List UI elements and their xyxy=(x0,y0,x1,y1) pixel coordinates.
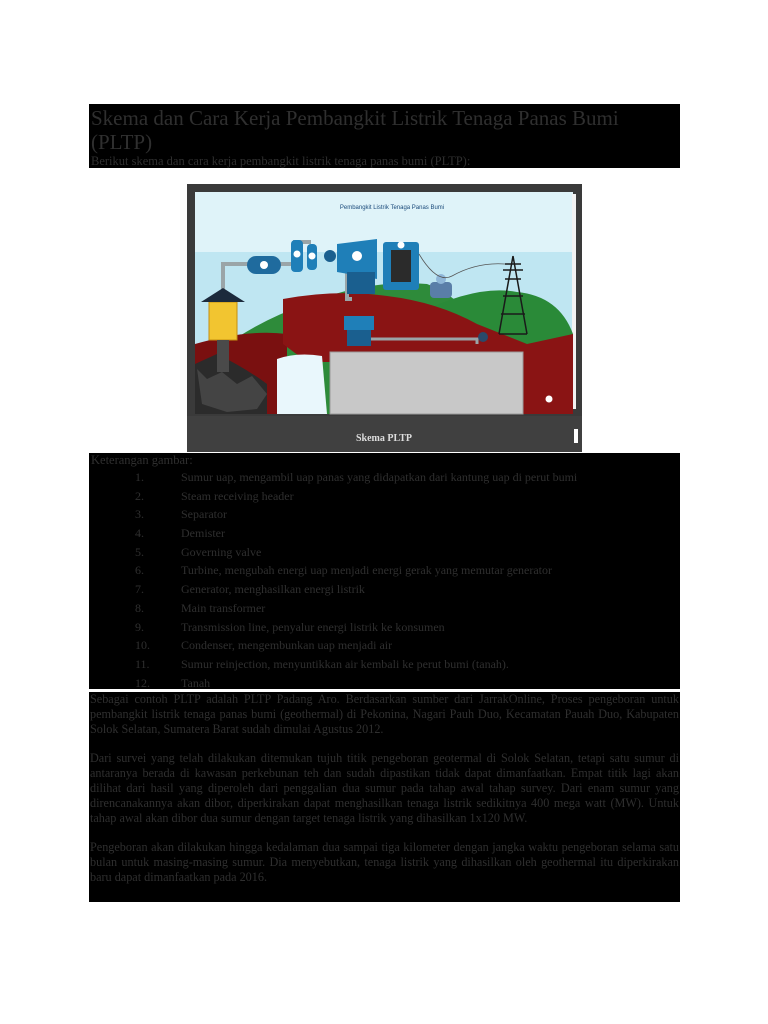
paragraph: Sebagai contoh PLTP adalah PLTP Padang Aro. Berdasarkan sumber dari JarrakOnline, Proses pengeboran untuk pembangkit listrik tenaga panas bumi (geothermal) di Pekonina, Nagari Pauh Duo, Kecamatan Pauah Duo, Kabupaten Solok Selatan, Sumatera Barat sudah dimulai Agustus 2012. xyxy=(90,692,679,737)
list-item xyxy=(89,580,680,599)
list-item xyxy=(89,599,680,618)
list-item xyxy=(89,674,680,693)
list-item xyxy=(89,524,680,543)
title-block xyxy=(89,104,680,168)
pltp-scheme-figure xyxy=(187,184,582,452)
list-item xyxy=(89,468,680,487)
body-text-block xyxy=(89,692,680,902)
legend-block xyxy=(89,453,680,689)
item-number: 7. xyxy=(135,582,144,597)
condenser-basin xyxy=(330,352,523,414)
water xyxy=(277,355,327,414)
marker-3 xyxy=(294,251,301,258)
steam-well xyxy=(209,302,237,340)
governing-valve xyxy=(324,250,336,262)
item-number: 10. xyxy=(135,638,150,653)
main-transformer xyxy=(430,282,452,298)
item-number: 6. xyxy=(135,563,144,578)
marker-12 xyxy=(546,396,553,403)
reinjection-pump xyxy=(478,332,488,342)
item-number: 1. xyxy=(135,470,144,484)
item-text: Sumur reinjection, menyuntikkan air kembali ke perut bumi (tanah). xyxy=(181,656,509,671)
diagram-title: Pembangkit Listrik Tenaga Panas Bumi xyxy=(339,205,445,211)
list-item xyxy=(89,505,680,524)
item-text: Steam receiving header xyxy=(181,488,294,503)
marker-7 xyxy=(398,242,405,249)
item-text: Turbine, mengubah energi uap menjadi energi gerak yang memutar generator xyxy=(181,563,552,578)
item-number: 4. xyxy=(135,526,144,541)
paragraph: Pengeboran akan dilakukan hingga kedalaman dua sampai tiga kilometer dengan jangka waktu pengeboran selama satu bulan untuk masing-masing sumur. Dia menyebutkan, tenaga listrik yang dihasilkan oleh geothermal itu diperkirakan baru dapat dimanfaatkan pada 2016. xyxy=(90,839,679,885)
figure-caption: Skema PLTP xyxy=(355,433,413,444)
item-number: 2. xyxy=(135,488,144,503)
condenser-base xyxy=(347,330,371,346)
item-number: 3. xyxy=(135,507,144,522)
item-text: Main transformer xyxy=(181,600,266,615)
item-number: 8. xyxy=(135,600,144,615)
condenser xyxy=(344,316,374,330)
list-item xyxy=(89,636,680,655)
caption-scroll-marker xyxy=(574,429,578,443)
item-text: Tanah xyxy=(181,675,211,690)
item-number: 9. xyxy=(135,619,144,634)
list-item xyxy=(89,487,680,506)
page-title: Skema dan Cara Kerja Pembangkit Listrik Tenaga Panas Bumi (PLTP) xyxy=(91,106,619,154)
item-number: 5. xyxy=(135,544,144,559)
item-text: Generator, menghasilkan energi listrik xyxy=(181,582,365,597)
item-text: Separator xyxy=(181,507,227,522)
list-item xyxy=(89,655,680,674)
list-item xyxy=(89,561,680,580)
paragraph: Dari survei yang telah dilakukan ditemukan tujuh titik pengeboran geotermal di Solok Selatan, tetapi satu sumur di antaranya berada di kawasan perkebunan teh dan sudah dipastikan tidak dapat dimanfaatkan. Empat titik lagi akan dilihat dari hasil yang diperoleh dari penggalian dua sumur pada tahap awal tahap survey. Dari enam sumur yang direncanakannya akan dibor, diperkirakan dapat menghasilkan tenaga listrik sedikitnya 400 mega watt (MW). Untuk tahap awal akan dibor dua sumur dengan target tenaga listrik yang dihasilkan 1x120 MW. xyxy=(90,750,679,826)
pltp-scheme-diagram xyxy=(187,184,582,452)
marker-4 xyxy=(309,253,316,260)
item-text: Governing valve xyxy=(181,544,262,559)
turbine-base xyxy=(347,272,375,294)
intro-text: Berikut skema dan cara kerja pembangkit listrik tenaga panas bumi (PLTP): xyxy=(91,154,471,168)
generator-core xyxy=(391,250,411,282)
item-text: Demister xyxy=(181,526,225,541)
item-number: 12. xyxy=(135,675,150,690)
marker-6 xyxy=(352,251,362,261)
list-item xyxy=(89,543,680,562)
legend-list xyxy=(89,468,680,692)
well-shaft xyxy=(217,340,229,372)
item-text: Sumur uap, mengambil uap panas yang didapatkan dari kantung uap di perut bumi xyxy=(181,470,578,484)
item-number: 11. xyxy=(135,656,150,671)
item-text: Transmission line, penyalur energi listrik ke konsumen xyxy=(181,619,445,634)
legend-title: Keterangan gambar: xyxy=(91,453,193,467)
item-text: Condenser, mengembunkan uap menjadi air xyxy=(181,638,393,653)
list-item xyxy=(89,618,680,637)
marker-2 xyxy=(260,261,268,269)
